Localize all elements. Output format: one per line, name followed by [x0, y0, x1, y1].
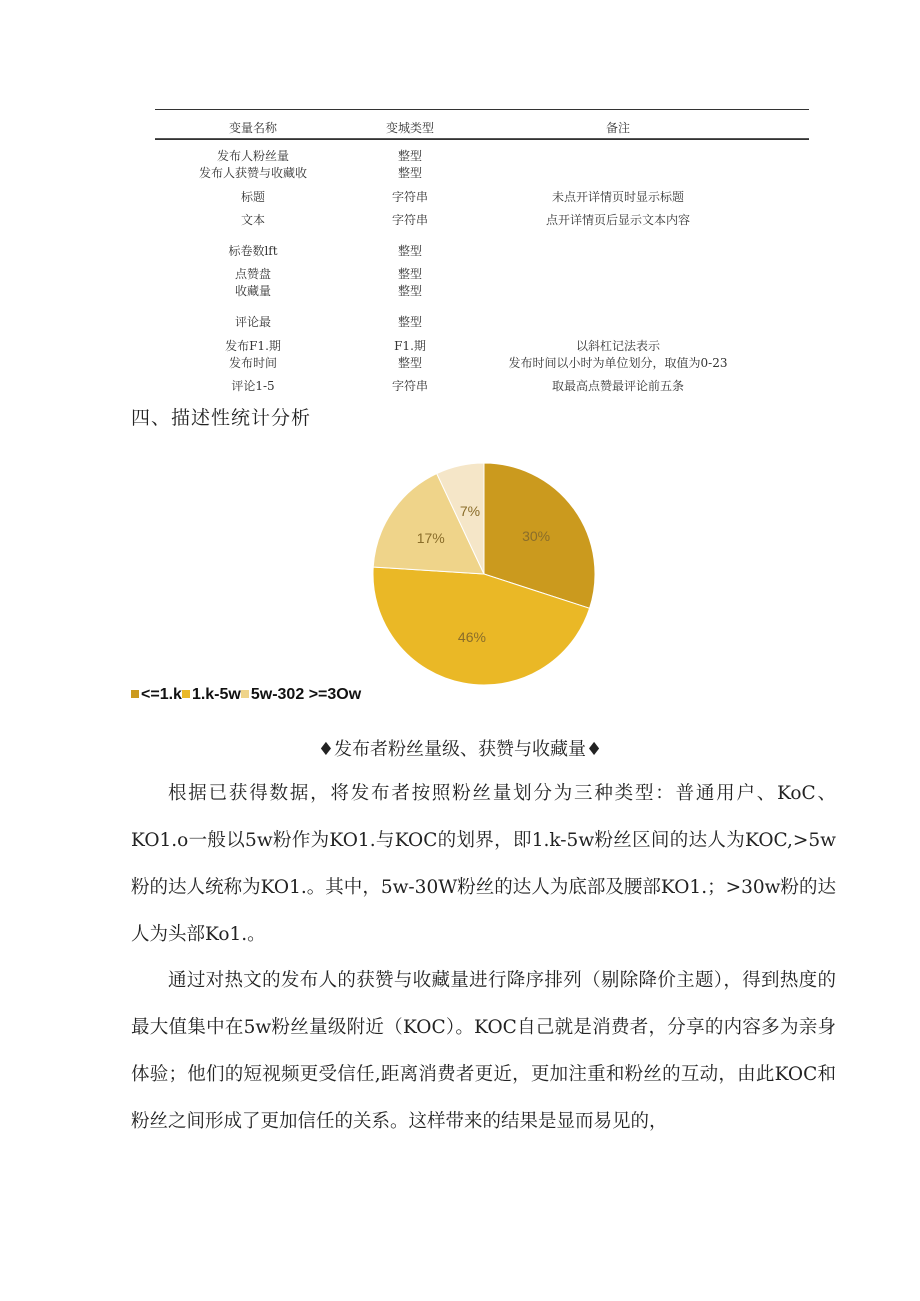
cell-type: 整型	[397, 267, 422, 281]
cell-name: 评论最	[234, 315, 271, 329]
cell-name: 标题	[240, 190, 265, 204]
cell-name: 发布时间	[228, 356, 277, 370]
table-row	[155, 377, 809, 395]
cell-type: 整型	[397, 315, 422, 329]
table-row	[155, 242, 809, 260]
subheading: ♦发布者粉丝量级、获赞与收藏量♦	[317, 739, 603, 760]
table-row	[155, 313, 809, 331]
table-row	[155, 147, 809, 165]
paragraph: 根据已获得数据，将发布者按照粉丝量划分为三种类型：普通用户、KoC、KO1.o一般以5w粉作为KO1.与KOC的划界，即1.k-5w粉丝区间的达人为KOC,>5w粉的达人统称为KO1.。其中，5w-30W粉丝的达人为底部及腰部KO1.；>30w粉的达人为头部Ko1.。	[131, 783, 836, 945]
cell-type: F1.期	[394, 339, 426, 353]
cell-type: 字符串	[391, 213, 428, 227]
table-row	[155, 354, 809, 372]
cell-type: 整型	[397, 244, 422, 258]
legend-swatch	[241, 690, 249, 698]
legend-label: 1.k-5w	[191, 686, 241, 703]
cell-note: 点开详情页后显示文本内容	[545, 213, 690, 227]
cell-name: 发布人获赞与收藏收	[198, 166, 307, 180]
table-row	[155, 337, 809, 355]
pie-data-label: 17%	[416, 529, 445, 546]
cell-name: 点赞盘	[234, 267, 271, 281]
table-row	[155, 164, 809, 182]
cell-note: 以斜杠记法表示	[575, 339, 660, 353]
cell-name: 发布人粉丝量	[216, 149, 289, 163]
chart-legend	[131, 686, 361, 704]
table-row	[155, 282, 809, 300]
cell-note: 发布时间以小时为单位划分，取值为0-23	[508, 356, 728, 370]
pie-data-label: 30%	[522, 528, 551, 545]
cell-name: 标卷数lft	[228, 244, 278, 258]
cell-type: 整型	[397, 166, 422, 180]
pie-data-label: 7%	[459, 503, 481, 520]
header-variable-type: 变城类型	[385, 121, 434, 135]
variable-table	[155, 109, 809, 393]
cell-name: 收藏量	[234, 284, 271, 298]
legend-swatch	[131, 690, 139, 698]
cell-type: 字符串	[391, 379, 428, 393]
header-variable-name: 变量名称	[228, 121, 277, 135]
table-row	[155, 188, 809, 206]
cell-name: 发布F1.期	[225, 339, 281, 353]
header-note: 备注	[605, 121, 630, 135]
cell-note: 取最高点赞最评论前五条	[551, 379, 684, 393]
cell-type: 整型	[397, 284, 422, 298]
paragraph: 通过对热文的发布人的获赞与收藏量进行降序排列（剔除降价主题），得到热度的最大值集中在5w粉丝量级附近（KOC）。KOC自己就是消费者，分享的内容多为亲身体验；他们的短视频更受信任,距离消费者更近，更加注重和粉丝的互动，由此KOC和粉丝之间形成了更加信任的关系。这样带来的结果是显而易见的，	[131, 970, 836, 1132]
cell-note: 未点开详情页时显示标题	[551, 190, 684, 204]
legend-label: >=3Ow	[308, 686, 362, 703]
cell-type: 整型	[397, 356, 422, 370]
cell-name: 评论1-5	[231, 379, 275, 393]
table-row	[155, 265, 809, 283]
section-title: 四、描述性统计分析	[131, 407, 312, 429]
legend-swatch	[182, 690, 190, 698]
cell-name: 文本	[240, 213, 265, 227]
legend-label: <=1.k	[141, 686, 182, 703]
legend-label: 5w-302	[250, 686, 305, 703]
cell-type: 整型	[397, 149, 422, 163]
table-row	[155, 211, 809, 229]
table-header	[155, 110, 809, 139]
fan-level-pie-chart	[360, 462, 600, 692]
pie-data-label: 46%	[457, 629, 486, 646]
cell-type: 字符串	[391, 190, 428, 204]
